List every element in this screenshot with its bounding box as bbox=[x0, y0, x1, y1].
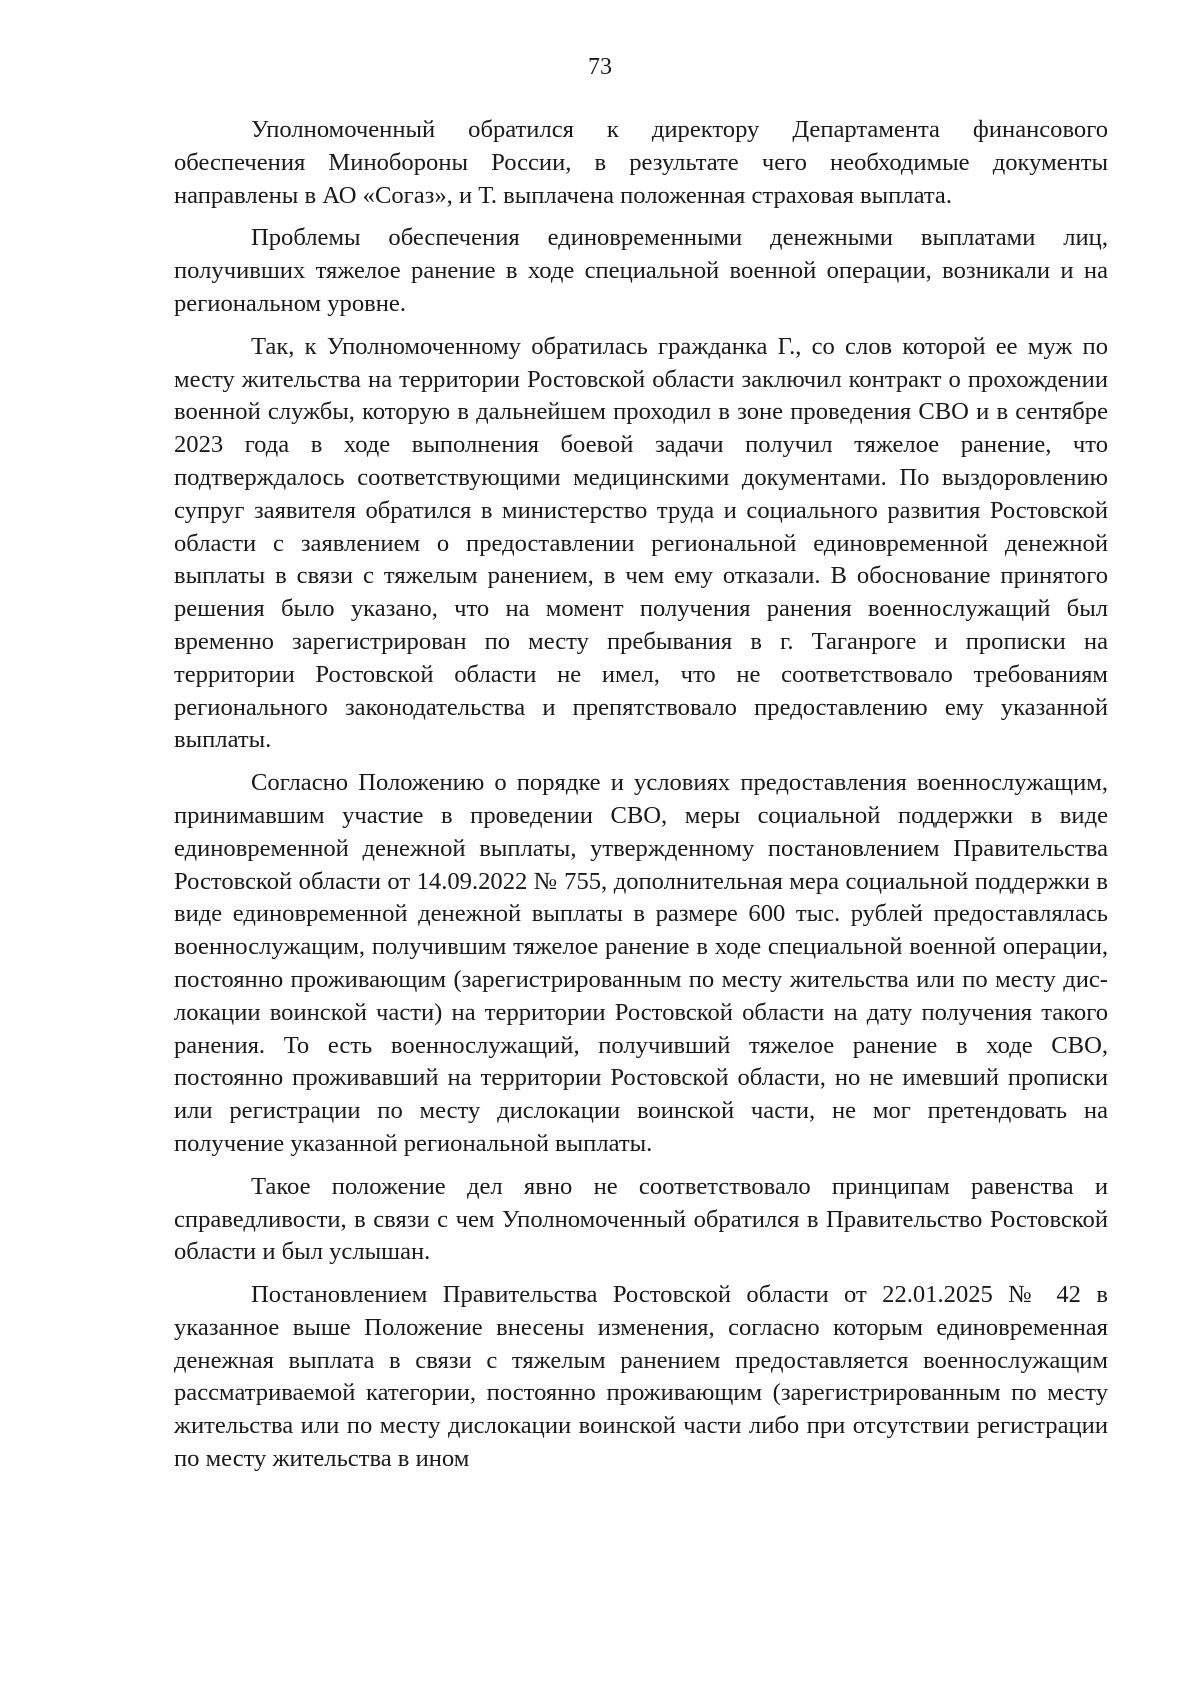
paragraph-4: Согласно Положению о порядке и условиях предоставления военнослужащим, принимавшим участие в проведении СВО, меры социальной поддержки в виде единовременной денежной выплаты, утвержденному постановлением Правительства Ростовской области от 14.09.2022 № 755, дополнительная мера социальной поддержки в виде единовременной денежной выплаты в размере 600 тыс. рублей предоставлялась военнослужащим, получившим тяжелое ранение в ходе специальной военной операции, постоянно проживающим (зарегистрированным по месту жительства или по месту дислокации воинской части) на территории Ростовской области на дату получения такого ранения. То есть военнослужащий, получивший тяжелое ранение в ходе СВО, постоянно проживавший на территории Ростовской области, но не имевший прописки или регистрации по месту дислокации воинской части, не мог претендовать на получение указанной региональной выплаты. bbox=[174, 769, 1108, 1157]
page-number: 73 bbox=[588, 54, 612, 80]
paragraph-2: Проблемы обеспечения единовременными денежными выплатами лиц, получивших тяжелое ранение в ходе специальной военной операции, возникали и на региональном уровне. bbox=[174, 224, 1108, 317]
document-body bbox=[174, 114, 1108, 1486]
paragraph-5: Такое положение дел явно не соответствовало принципам равенства и справедливости, в связи с чем Уполномоченный обратился в Правительство Ростовской области и был услышан. bbox=[174, 1172, 1108, 1266]
paragraph-6: Постановлением Правительства Ростовской области от 22.01.2025 № 42 в указанное выше Положение внесены изменения, согласно которым единовременная денежная выплата в связи с тяжелым ранением предоставляется военнослужащим рассматриваемой категории, постоянно проживающим (зарегистрированным по месту жительства или по месту дислокации воинской части либо при отсутствии регистрации по месту жительства в ином bbox=[174, 1281, 1108, 1473]
paragraph-1: Уполномоченный обратился к директору Департамента финансового обеспечения Минобороны России, в результате чего необходимые документы направлены в АО «Согаз», и Т. выплачена положенная страховая выплата. bbox=[174, 116, 1108, 209]
paragraph-3: Так, к Уполномоченному обратилась гражданка Г., со слов которой ее муж по месту жительства на территории Ростовской области заключил контракт о прохождении военной службы, которую в дальнейшем проходил в зоне проведения СВО и в сентябре 2023 года в ходе выполнения боевой задачи получил тяжелое ранение, что подтверждалось соответствующими медицинскими документами. По выздоровлению супруг заявителя обратился в министерство труда и социального развития Ростовской области с заявлением о предоставлении региональной единовременной денежной выплаты в связи с тяжелым ранением, в чем ему отказали. В обоснование принятого решения было указано, что на момент получения ранения военнослужащий был временно зарегистрирован по месту пребывания в г. Таганроге и прописки на территории Ростовской области не имел, что не соответствовало требованиям регионального законодательства и препятствовало предоставлению ему указанной выплаты. bbox=[174, 332, 1108, 754]
